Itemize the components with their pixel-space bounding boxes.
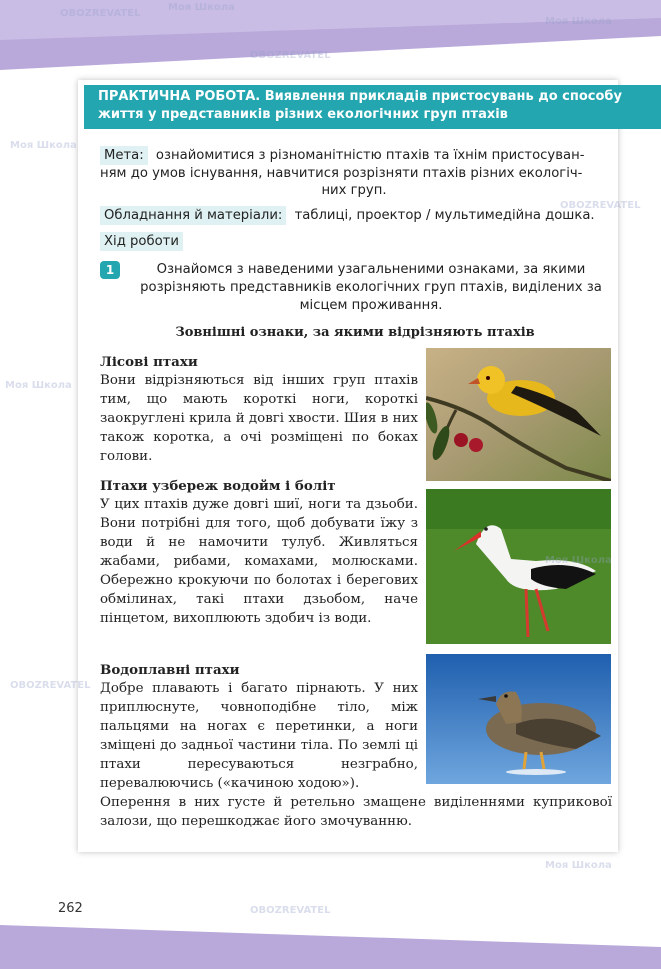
step-text: Ознайомся з наведеними узагальненими ознаками, за якими розрізняють представників екологічних груп птахів, виділених за місцем проживання. <box>140 262 602 313</box>
procedure-heading <box>100 232 608 251</box>
practical-work-title: ПРАКТИЧНА РОБОТА. Виявлення прикладів пристосувань до способу життя у представників різних екологічних груп птахів <box>84 85 661 129</box>
waterfowl-text: Добре плавають і багато пірнають. У них приплюснуте, човноподібне тіло, між пальцями на ногах є перетинки, а ноги зміщені до задньої частини тіла. По землі ці птахи пересуваються незграбно, перевалюючись («качиною ходою»). <box>100 681 418 791</box>
oriole-photo <box>426 348 611 481</box>
wetland-birds-text: У цих птахів дуже довгі шиї, ноги та дзьоби. Вони потрібні для того, щоб добувати їжу з води й не намочити тулуб. Живляться жабами, рибами, комахами, молюсками. Обережно крокуючи по болотах і берегових обмілинах, такі птахи дзьобом, наче пінцетом, вихоплюють здобич із води. <box>100 497 418 626</box>
page-number: 262 <box>55 900 86 917</box>
step-1 <box>100 261 610 315</box>
duck-photo <box>426 654 611 784</box>
watermark-obozrevatel: OBOZREVATEL <box>250 50 331 61</box>
watermark-moya-shkola: Моя Школа <box>545 16 612 27</box>
goal-text: ознайомитися з різноманітністю птахів та їхнім пристосуван- <box>155 148 585 163</box>
waterfowl-text-continued: Оперення в них густе й ретельно змащене виділеннями куприкової залози, що перешкоджає його змочуванню. <box>100 795 612 829</box>
goal-label: Мета: <box>100 146 148 165</box>
step-number-badge: 1 <box>100 261 120 279</box>
goal-text-line2: ням до умов існування, навчитися розрізняти птахів різних екологіч- <box>100 166 583 181</box>
watermark-obozrevatel: OBOZREVATEL <box>560 200 641 211</box>
watermark-obozrevatel: OBOZREVATEL <box>60 8 141 19</box>
watermark-moya-shkola: Моя Школа <box>10 140 77 151</box>
forest-birds-heading: Лісові птахи <box>100 354 198 370</box>
watermark-moya-shkola: Моя Школа <box>168 2 235 13</box>
equipment-text: таблиці, проектор / мультимедійна дошка. <box>294 208 595 223</box>
goal-text-line3: них груп. <box>321 183 387 198</box>
forest-birds-section <box>100 353 418 466</box>
goal-paragraph <box>100 146 608 199</box>
wetland-birds-heading: Птахи узбереж водойм і боліт <box>100 478 336 494</box>
bottom-decorative-band <box>0 899 661 969</box>
watermark-obozrevatel: OBOZREVATEL <box>250 905 331 916</box>
top-decorative-band <box>0 0 661 70</box>
procedure-label: Хід роботи <box>100 232 183 251</box>
stork-photo <box>426 489 611 644</box>
section-subheading: Зовнішні ознаки, за якими відрізняють птахів <box>175 325 535 340</box>
watermark-moya-shkola: Моя Школа <box>545 860 612 871</box>
watermark-moya-shkola: Моя Школа <box>5 380 72 391</box>
forest-birds-text: Вони відрізняються від інших груп птахів тим, що мають короткі ноги, короткі заокруглені крила й довгі хвости. Шия в них також коротка, а очі розміщені по боках голови. <box>100 373 418 464</box>
watermark-obozrevatel: OBOZREVATEL <box>10 680 91 691</box>
waterfowl-heading: Водоплавні птахи <box>100 662 240 678</box>
equipment-paragraph <box>100 206 608 225</box>
equipment-label: Обладнання й матеріали: <box>100 206 286 225</box>
watermark-moya-shkola: Моя Школа <box>545 555 612 566</box>
wetland-birds-section <box>100 477 418 628</box>
